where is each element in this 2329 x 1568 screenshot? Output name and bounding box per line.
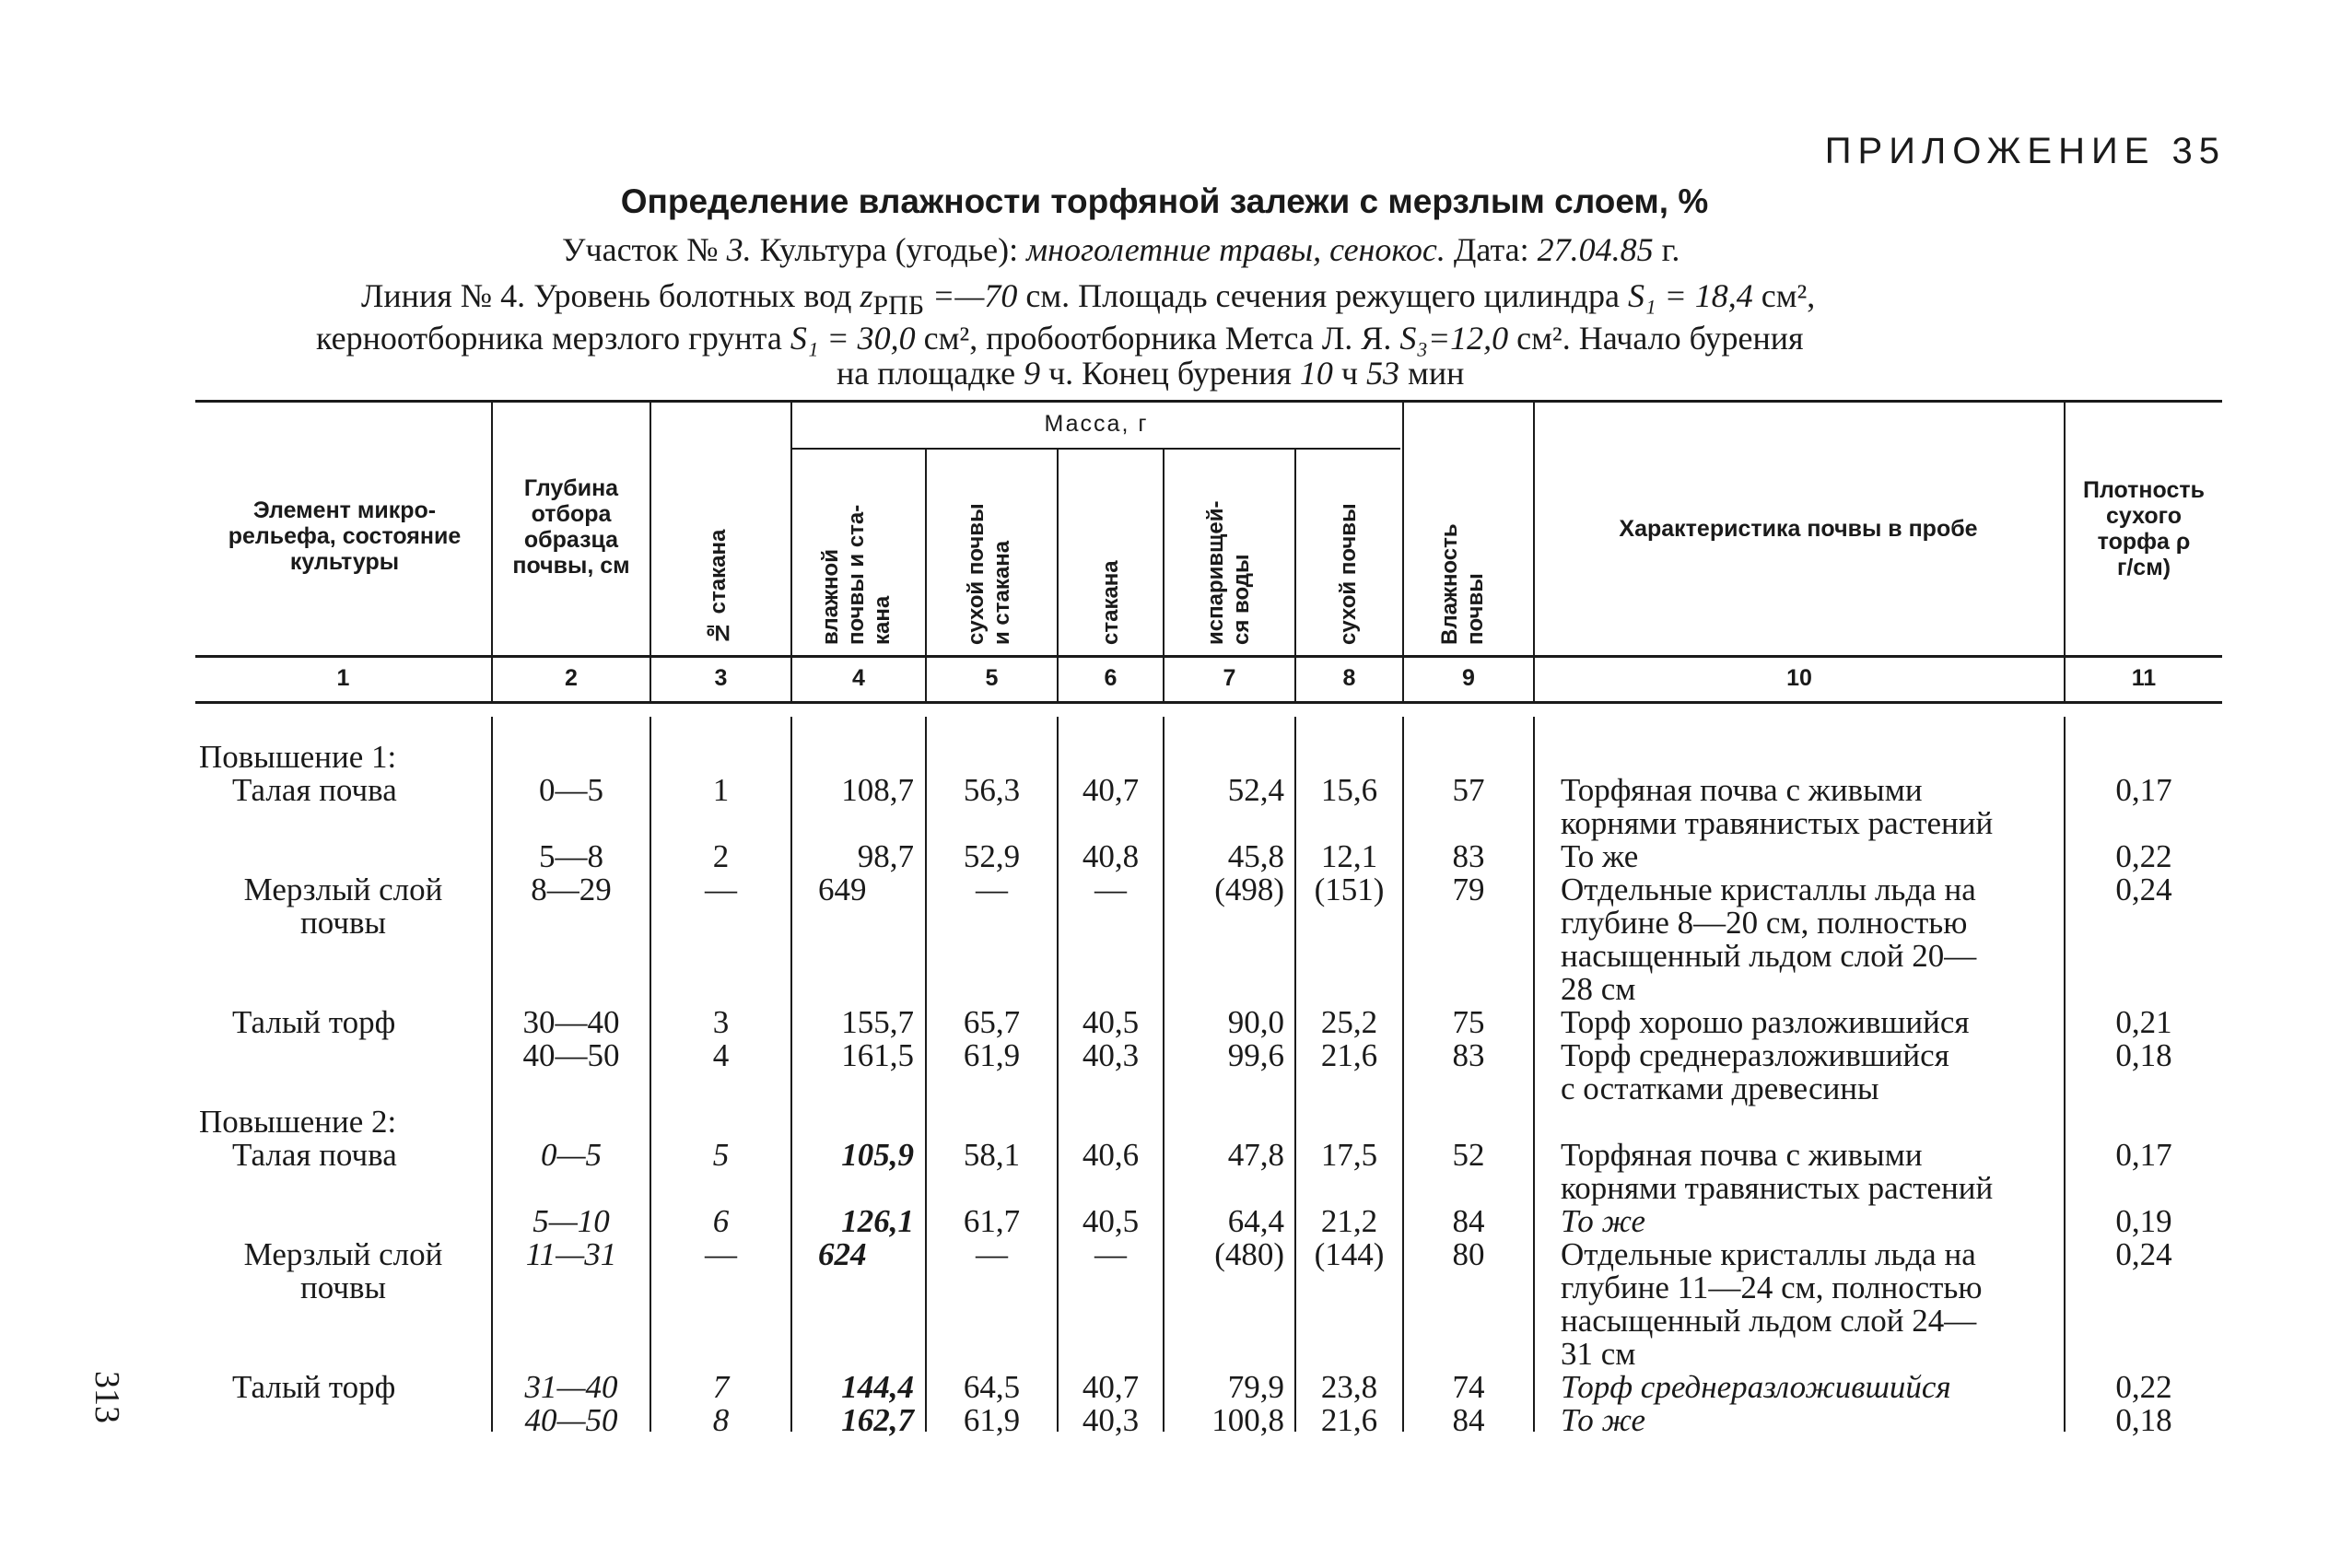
col-divider <box>650 403 651 655</box>
cup-mass-cell: 40,3 <box>1082 1037 1140 1073</box>
cup-mass-cell: 40,5 <box>1082 1004 1140 1040</box>
col-divider <box>1294 450 1296 655</box>
col-divider <box>650 717 651 1432</box>
element-label: почвы <box>300 1270 386 1305</box>
dry-mass-cell: 65,7 <box>963 1004 1021 1040</box>
description-line: корнями травянистых растений <box>1561 1170 1994 1206</box>
page-number: 313 <box>88 1371 126 1423</box>
col-divider <box>790 717 792 1432</box>
column-number: 2 <box>565 665 578 691</box>
moisture-cell: 83 <box>1452 1037 1485 1073</box>
column-number: 10 <box>1786 665 1812 691</box>
column-number: 4 <box>852 665 865 691</box>
density-cell: 0,18 <box>2115 1402 2172 1438</box>
col-divider <box>790 403 792 655</box>
column-number: 6 <box>1104 665 1118 691</box>
dry-mass-cell: 61,9 <box>963 1037 1021 1073</box>
col-divider <box>925 717 927 1432</box>
cup-cell: — <box>705 872 737 907</box>
wet-mass-cell: 105,9 <box>841 1137 914 1173</box>
dry-mass-cell: 58,1 <box>963 1137 1021 1173</box>
col-divider <box>1402 403 1404 655</box>
description-line: 28 см <box>1561 971 1636 1007</box>
description-line: То же <box>1561 1402 1646 1438</box>
description-line: насыщенный льдом слой 20— <box>1561 938 1977 974</box>
moisture-cell: 75 <box>1452 1004 1485 1040</box>
description-line: с остатками древесины <box>1561 1071 1879 1106</box>
dry-soil-cell: (151) <box>1314 872 1385 907</box>
density-cell: 0,21 <box>2115 1004 2172 1040</box>
header-line-3: керноотборника мерзлого грунта S₁ = 30,0 см², пробоотборника Метса Л. Я. S₃=12,0 см². Начало бурения <box>316 320 1804 357</box>
moisture-cell: 57 <box>1452 772 1485 808</box>
header-element: Элемент микро- рельефа, состояние культуры <box>228 497 462 575</box>
column-number: 9 <box>1462 665 1475 691</box>
description-line: Торфяная почва с живыми <box>1561 772 1923 808</box>
cup-cell: — <box>705 1236 737 1272</box>
col-divider <box>491 403 493 655</box>
col-divider <box>1163 450 1164 655</box>
wet-mass-cell: 624 <box>818 1236 867 1272</box>
dry-mass-cell: — <box>976 1236 1008 1272</box>
header-dry-soil-cup: сухой почвы и стакана <box>964 503 1014 645</box>
header-line-1: Участок № 3. Культура (угодье): многолетние травы, сенокос. Дата: 27.04.85 г. <box>562 231 1680 268</box>
dry-mass-cell: 52,9 <box>963 838 1021 874</box>
header-density: Плотность сухого торфа ρ г/см) <box>2083 477 2205 580</box>
description-line: глубине 8—20 см, полностью <box>1561 905 1968 941</box>
water-mass-cell: 45,8 <box>1227 838 1284 874</box>
cup-cell: 7 <box>712 1369 730 1405</box>
header-bottom-rule <box>195 655 2222 658</box>
col-divider <box>491 717 493 1432</box>
dry-soil-cell: 21,2 <box>1320 1203 1378 1239</box>
density-cell: 0,18 <box>2115 1037 2172 1073</box>
cup-mass-cell: 40,7 <box>1082 1369 1140 1405</box>
element-label: Мерзлый слой <box>243 1236 443 1272</box>
col-divider <box>1402 717 1404 1432</box>
depth-cell: 31—40 <box>524 1369 618 1405</box>
cup-mass-cell: — <box>1094 1236 1127 1272</box>
header-moisture: Влажность почвы <box>1437 523 1488 645</box>
wet-mass-cell: 144,4 <box>841 1369 914 1405</box>
group-label: Повышение 2: <box>199 1104 397 1140</box>
column-number: 1 <box>336 665 350 691</box>
density-cell: 0,24 <box>2115 872 2172 907</box>
table-top-rule <box>195 400 2222 403</box>
dry-mass-cell: 61,9 <box>963 1402 1021 1438</box>
dry-mass-cell: 56,3 <box>963 772 1021 808</box>
description-line: корнями травянистых растений <box>1561 805 1994 841</box>
wet-mass-cell: 649 <box>818 872 867 907</box>
water-mass-cell: 90,0 <box>1227 1004 1284 1040</box>
dry-soil-cell: 21,6 <box>1320 1037 1378 1073</box>
column-number: 8 <box>1342 665 1356 691</box>
water-mass-cell: 47,8 <box>1227 1137 1284 1173</box>
header-wet-soil-cup: влажной почвы и ста- кана <box>818 504 895 645</box>
water-mass-cell: 100,8 <box>1211 1402 1284 1438</box>
water-mass-cell: (498) <box>1214 872 1284 907</box>
group-label: Повышение 1: <box>199 739 397 775</box>
cup-mass-cell: 40,3 <box>1082 1402 1140 1438</box>
water-mass-cell: 79,9 <box>1227 1369 1284 1405</box>
col-divider <box>1057 450 1059 655</box>
moisture-cell: 80 <box>1452 1236 1485 1272</box>
description-line: Торф среднеразложившийся <box>1561 1369 1951 1405</box>
density-cell: 0,22 <box>2115 838 2172 874</box>
col-divider <box>1294 717 1296 1432</box>
description-line: 31 см <box>1561 1336 1636 1372</box>
description-line: Торф хорошо разложившийся <box>1561 1004 1970 1040</box>
cup-mass-cell: — <box>1094 872 1127 907</box>
description-line: Торфяная почва с живыми <box>1561 1137 1923 1173</box>
header-mass-group: Масса, г <box>1044 411 1149 437</box>
header-cup-number: № стакана <box>706 529 731 645</box>
cup-cell: 2 <box>712 838 730 874</box>
cup-mass-cell: 40,7 <box>1082 772 1140 808</box>
water-mass-cell: 99,6 <box>1227 1037 1284 1073</box>
wet-mass-cell: 98,7 <box>857 838 914 874</box>
density-cell: 0,17 <box>2115 1137 2172 1173</box>
element-label: Мерзлый слой <box>243 872 443 907</box>
description-line: То же <box>1561 838 1639 874</box>
water-mass-cell: 52,4 <box>1227 772 1284 808</box>
header-line-4: на площадке 9 ч. Конец бурения 10 ч 53 мин <box>837 355 1465 392</box>
col-divider <box>2064 717 2066 1432</box>
column-number: 11 <box>2131 665 2157 691</box>
moisture-cell: 84 <box>1452 1203 1485 1239</box>
wet-mass-cell: 126,1 <box>841 1203 914 1239</box>
depth-cell: 5—8 <box>539 838 603 874</box>
dry-soil-cell: (144) <box>1314 1236 1385 1272</box>
moisture-cell: 83 <box>1452 838 1485 874</box>
wet-mass-cell: 162,7 <box>841 1402 914 1438</box>
description-line: насыщенный льдом слой 24— <box>1561 1303 1977 1339</box>
dry-mass-cell: — <box>976 872 1008 907</box>
element-label: Талый торф <box>232 1004 396 1040</box>
dry-soil-cell: 12,1 <box>1320 838 1378 874</box>
element-label: Талая почва <box>232 1137 397 1173</box>
column-number: 3 <box>714 665 728 691</box>
cup-cell: 5 <box>712 1137 730 1173</box>
dry-soil-cell: 23,8 <box>1320 1369 1378 1405</box>
cup-cell: 6 <box>712 1203 730 1239</box>
element-label: почвы <box>300 905 386 941</box>
cup-mass-cell: 40,6 <box>1082 1137 1140 1173</box>
description-line: Отдельные кристаллы льда на <box>1561 872 1976 907</box>
description-line: Отдельные кристаллы льда на <box>1561 1236 1976 1272</box>
moisture-cell: 79 <box>1452 872 1485 907</box>
depth-cell: 8—29 <box>531 872 612 907</box>
column-number: 7 <box>1223 665 1236 691</box>
column-number: 5 <box>985 665 999 691</box>
moisture-cell: 74 <box>1452 1369 1485 1405</box>
wet-mass-cell: 108,7 <box>841 772 914 808</box>
cup-cell: 1 <box>712 772 730 808</box>
wet-mass-cell: 155,7 <box>841 1004 914 1040</box>
description-line: Торф среднеразложившийся <box>1561 1037 1949 1073</box>
element-label: Талый торф <box>232 1369 396 1405</box>
header-cup-mass: стакана <box>1098 560 1123 645</box>
element-label: Талая почва <box>232 772 397 808</box>
col-divider <box>1163 717 1164 1432</box>
col-divider <box>1533 717 1535 1432</box>
mass-group-rule <box>792 448 1400 450</box>
depth-cell: 0—5 <box>539 772 603 808</box>
description-line: глубине 11—24 см, полностью <box>1561 1270 1983 1305</box>
dry-mass-cell: 61,7 <box>963 1203 1021 1239</box>
depth-cell: 5—10 <box>533 1203 610 1239</box>
water-mass-cell: (480) <box>1214 1236 1284 1272</box>
depth-cell: 11—31 <box>525 1236 617 1272</box>
dry-soil-cell: 25,2 <box>1320 1004 1378 1040</box>
document-title: Определение влажности торфяной залежи с мерзлым слоем, % <box>620 182 1709 220</box>
header-evaporated-water: испаривщей- ся воды <box>1203 500 1254 645</box>
moisture-cell: 84 <box>1452 1402 1485 1438</box>
moisture-cell: 52 <box>1452 1137 1485 1173</box>
description-line: То же <box>1561 1203 1646 1239</box>
depth-cell: 40—50 <box>522 1037 620 1073</box>
col-divider <box>1057 717 1059 1432</box>
column-numbers-rule <box>195 701 2222 704</box>
header-soil-description: Характеристика почвы в пробе <box>1619 516 1978 542</box>
depth-cell: 40—50 <box>524 1402 618 1438</box>
dry-mass-cell: 64,5 <box>963 1369 1021 1405</box>
dry-soil-cell: 21,6 <box>1320 1402 1378 1438</box>
water-mass-cell: 64,4 <box>1227 1203 1284 1239</box>
appendix-label: ПРИЛОЖЕНИЕ 35 <box>1824 131 2226 171</box>
depth-cell: 0—5 <box>540 1137 603 1173</box>
wet-mass-cell: 161,5 <box>841 1037 914 1073</box>
header-line-2: Линия № 4. Уровень болотных вод $z_{РПБ}$ =—70 см. Площадь сечения режущего цилиндра S₁ = 18,4 см², <box>361 277 1816 321</box>
density-cell: 0,24 <box>2115 1236 2172 1272</box>
header-dry-soil: сухой почвы <box>1336 503 1361 645</box>
col-divider <box>925 450 927 655</box>
cup-cell: 3 <box>712 1004 730 1040</box>
cup-cell: 8 <box>712 1402 730 1438</box>
cup-mass-cell: 40,5 <box>1082 1203 1140 1239</box>
dry-soil-cell: 17,5 <box>1320 1137 1378 1173</box>
dry-soil-cell: 15,6 <box>1320 772 1378 808</box>
density-cell: 0,22 <box>2115 1369 2172 1405</box>
depth-cell: 30—40 <box>522 1004 620 1040</box>
density-cell: 0,17 <box>2115 772 2172 808</box>
cup-cell: 4 <box>712 1037 730 1073</box>
density-cell: 0,19 <box>2115 1203 2172 1239</box>
header-depth: Глубина отбора образца почвы, см <box>512 475 630 579</box>
cup-mass-cell: 40,8 <box>1082 838 1140 874</box>
